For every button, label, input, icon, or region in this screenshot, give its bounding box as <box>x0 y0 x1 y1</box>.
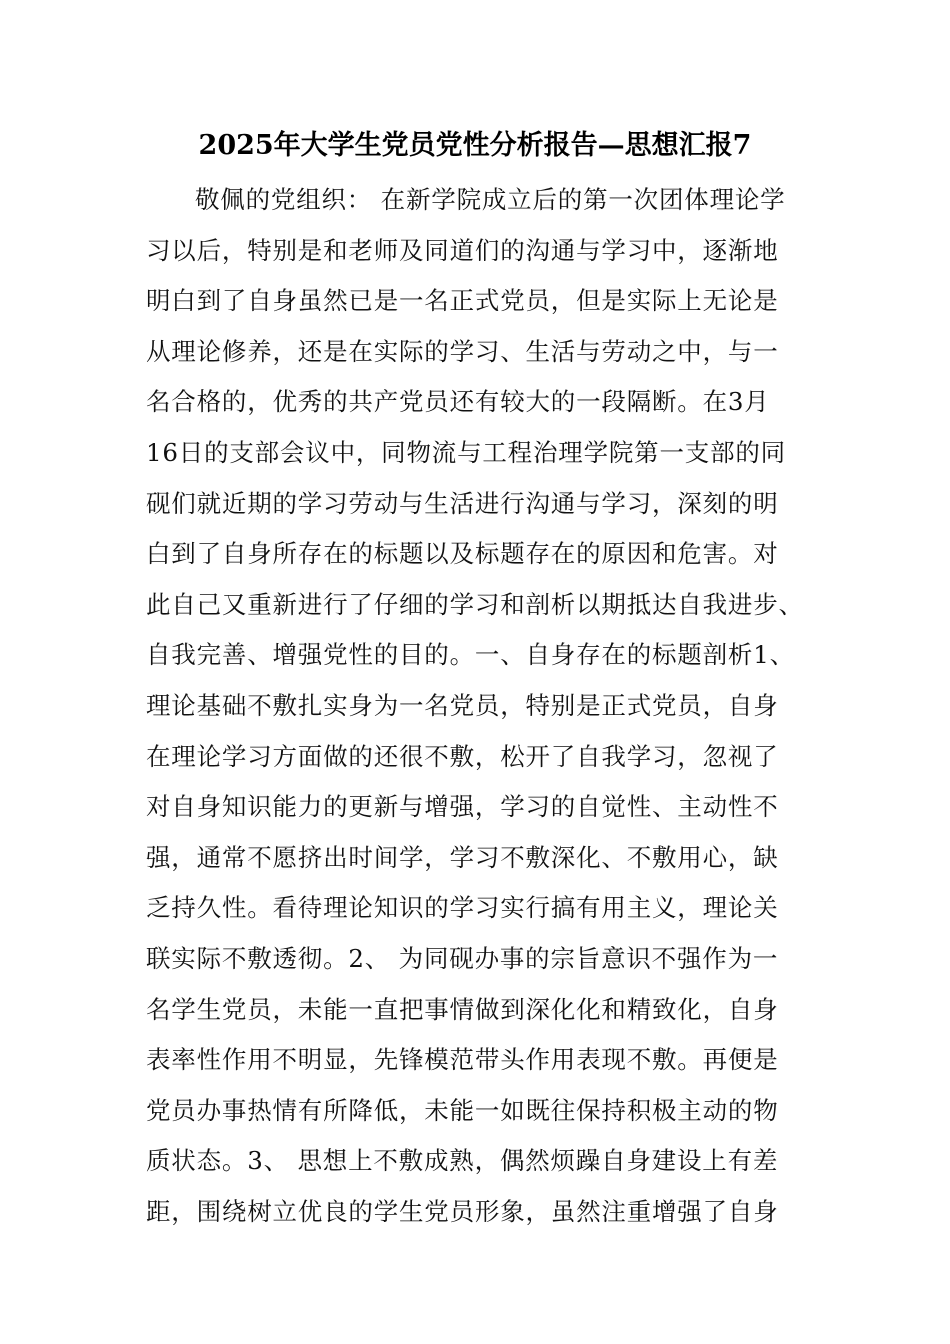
body-line: 名合格的，优秀的共产党员还有较大的一段隔断。在3月 <box>146 387 770 417</box>
document-title: 2025年大学生党员党性分析报告—思想汇报7 <box>198 130 752 161</box>
body-line: 对自身知识能力的更新与增强，学习的自觉性、主动性不 <box>146 792 779 822</box>
body-line: 此自己又重新进行了仔细的学习和剖析以期抵达自我进步、 <box>146 589 804 619</box>
body-line: 自我完善、增强党性的目的。一、自身存在的标题剖析1、 <box>146 640 795 670</box>
body-line: 明白到了自身虽然已是一名正式党员，但是实际上无论是 <box>146 286 779 316</box>
body-line: 习以后，特别是和老师及同道们的沟通与学习中，逐渐地 <box>146 235 779 265</box>
body-line: 名学生党员，未能一直把事情做到深化化和精致化，自身 <box>146 994 779 1024</box>
body-line: 乏持久性。看待理论知识的学习实行搞有用主义，理论关 <box>146 893 779 923</box>
body-line: 强，通常不愿挤出时间学，学习不敷深化、不敷用心，缺 <box>146 842 779 872</box>
body-line: 从理论修养，还是在实际的学习、生活与劳动之中，与一 <box>146 336 779 366</box>
body-line: 白到了自身所存在的标题以及标题存在的原因和危害。对 <box>146 539 779 569</box>
document-body <box>146 175 806 1237</box>
body-line: 党员办事热情有所降低，未能一如既往保持积极主动的物 <box>146 1095 779 1125</box>
body-line: 砚们就近期的学习劳动与生活进行沟通与学习，深刻的明 <box>146 488 779 518</box>
body-line: 16日的支部会议中，同物流与工程治理学院第一支部的同 <box>146 437 786 467</box>
body-line: 表率性作用不明显，先锋模范带头作用表现不敷。再便是 <box>146 1045 779 1075</box>
body-line: 距，围绕树立优良的学生党员形象，虽然注重增强了自身 <box>146 1196 779 1226</box>
body-line: 联实际不敷透彻。2、 为同砚办事的宗旨意识不强作为一 <box>146 943 779 973</box>
body-line: 敬佩的党组织： 在新学院成立后的第一次团体理论学 <box>195 185 786 214</box>
body-line: 在理论学习方面做的还很不敷，松开了自我学习，忽视了 <box>146 741 779 771</box>
body-line: 质状态。3、 思想上不敷成熟，偶然烦躁自身建设上有差 <box>146 1146 779 1176</box>
body-line: 理论基础不敷扎实身为一名党员，特别是正式党员，自身 <box>146 690 779 720</box>
